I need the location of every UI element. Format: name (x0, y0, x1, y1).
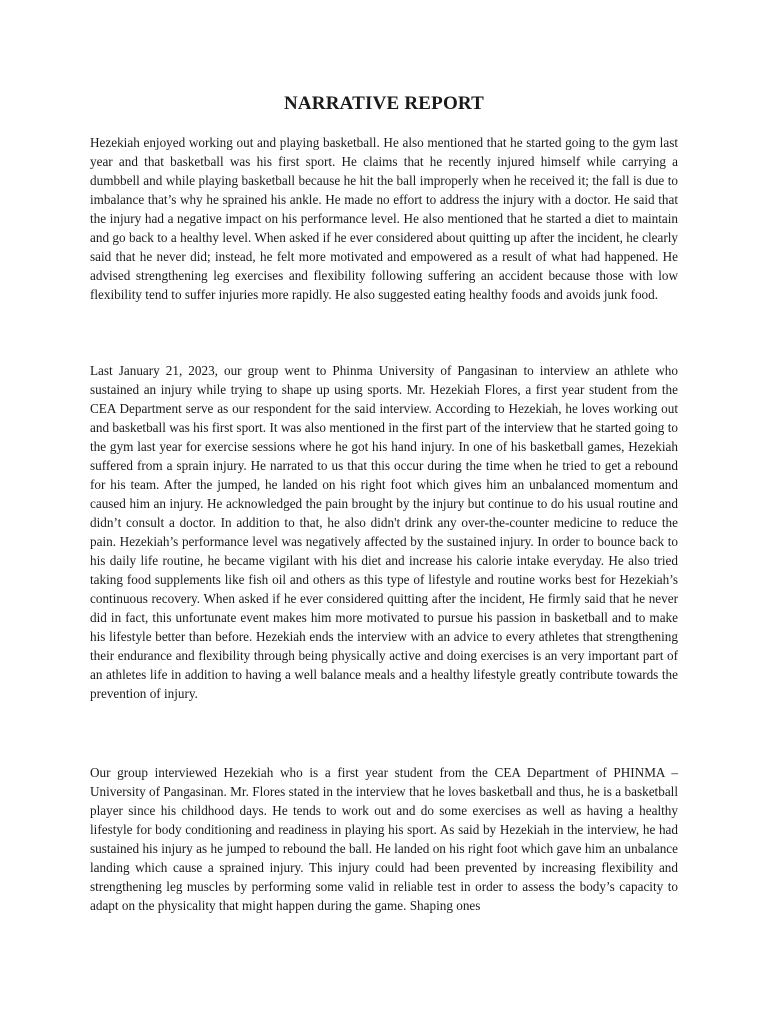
paragraph-summary: Hezekiah enjoyed working out and playing basketball. He also mentioned that he started going to the gym last year and that basketball was his first sport. He claims that he recently injured himself while carrying a dumbbell and while playing basketball because he hit the ball improperly when he received it; the fall is due to imbalance that’s why he sprained his ankle. He made no effort to address the injury with a doctor. He said that the injury had a negative impact on his performance level. He also mentioned that he started a diet to maintain and go back to a healthy level. When asked if he ever considered about quitting up after the incident, he clearly said that he never did; instead, he felt more motivated and empowered as a result of what had happened. He advised strengthening leg exercises and flexibility following suffering an accident because those with low flexibility tend to suffer injuries more rapidly. He also suggested eating healthy foods and avoids junk food. (90, 135, 678, 302)
paragraph-interview-account: Last January 21, 2023, our group went to Phinma University of Pangasinan to interview an athlete who sustained an injury while trying to shape up using sports. Mr. Hezekiah Flores, a first year student from the CEA Department serve as our respondent for the said interview. According to Hezekiah, he loves working out and basketball was his first sport. It was also mentioned in the first part of the interview that he started going to the gym last year for exercise sessions where he got his hand injury. In one of his basketball games, Hezekiah suffered from a sprain injury. He narrated to us that this occur during the time when he tried to get a rebound for his team. After the jumped, he landed on his right foot which gives him an unbalanced momentum and caused him an injury. He acknowledged the pain brought by the injury but continue to do his usual routine and didn’t consult a doctor. In addition to that, he also didn't drink any over-the-counter medicine to reduce the pain. Hezekiah’s performance level was negatively affected by the sustained injury. In order to bounce back to his daily life routine, he became vigilant with his diet and increase his calorie intake everyday. He also tried taking food supplements like fish oil and others as this type of lifestyle and routine works best for Hezekiah’s continuous recovery. When asked if he ever considered quitting after the incident, He firmly said that he never did in fact, this unfortunate event makes him more motivated to pursue his passion in basketball and to make his lifestyle better than before. Hezekiah ends the interview with an advice to every athletes that strengthening their endurance and flexibility through being physically active and doing exercises is an very important part of an athletes life in addition to having a well balance meals and a healthy lifestyle greatly contribute towards the prevention of injury. (90, 363, 678, 701)
page-title: NARRATIVE REPORT (283, 93, 485, 114)
paragraph-interview-analysis: Our group interviewed Hezekiah who is a first year student from the CEA Department of PHINMA – University of Pangasinan. Mr. Flores stated in the interview that he loves basketball and thus, he is a basketball player since his childhood days. He tends to work out and do some exercises as well as having a healthy lifestyle for body conditioning and readiness in playing his sport. As said by Hezekiah in the interview, he had sustained his injury as he jumped to rebound the ball. He landed on his right foot which gave him an unbalance landing which cause a sprained injury. This injury could had been prevented by increasing flexibility and strengthening leg muscles by performing some valid in reliable test in order to assess the body’s capacity to adapt on the physicality that might happen during the game. Shaping ones (90, 765, 678, 913)
